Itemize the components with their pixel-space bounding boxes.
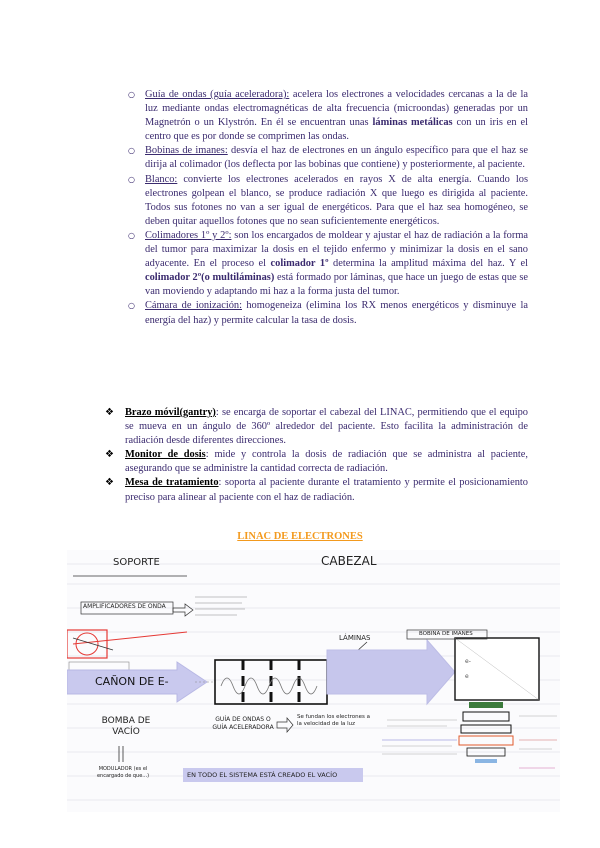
linac-diagram — [67, 550, 560, 812]
list-item — [125, 144, 528, 172]
list-item — [125, 299, 528, 327]
list-item — [125, 229, 528, 299]
item-text: con un iris en el centro que es por donde se comprimen las ondas. — [145, 117, 529, 143]
collimator-bar — [469, 702, 503, 708]
item-text: : mide y controla la dosis de radiación que se administra al paciente, asegurando que se administre la cantidad correcta de radiación. — [125, 449, 528, 475]
component-sublist — [125, 88, 528, 328]
circle-bullet-icon: ○ — [128, 301, 135, 311]
circle-bullet-icon: ○ — [128, 90, 135, 99]
item-bold: colimador 1º — [270, 258, 329, 270]
modulador-label: MODULADOR (es el encargado de que...) — [96, 766, 150, 779]
list-item — [105, 476, 528, 504]
item-label: Monitor de dosis — [125, 449, 206, 461]
bomba-label: BOMBA DE VACÍO — [101, 716, 151, 737]
guia-note: Se fundan los electrones a la velocidad de la luz — [297, 714, 370, 727]
list-item — [125, 173, 528, 229]
item-text: : se encarga de soportar el cabezal del LINAC, permitiendo que el equipo se mueva en un ángulo de 360º alrededor del paciente. Esto facilita la administración de radiación desde diferentes direcciones. — [125, 407, 528, 447]
symbol-text: e — [465, 673, 469, 680]
item-text: acelera los electrones a velocidades cercanas a la de la luz mediante ondas electromagnéticas de alta frecuencia (microondas) generadas por un Magnetrón o un Klystrón. En él se encuentran unas — [145, 89, 528, 129]
item-text: son los encargados de moldear y ajustar el haz de radiación a la forma del tumor para maximizar la dosis en el tejido enfermo y minimizar la dosis en el sano adyacente. En el proceso el — [145, 229, 529, 270]
arrow-icon — [173, 604, 193, 616]
item-bold: láminas metálicas — [372, 117, 453, 129]
soporte-label: SOPORTE — [113, 557, 160, 568]
canon-label: CAÑON DE E- — [95, 675, 169, 688]
cabezal-label: CABEZAL — [321, 554, 377, 568]
symbol-text: e- — [465, 658, 471, 665]
item-label: Mesa de tratamiento — [125, 477, 219, 489]
item-text: está formado por láminas, que hace un juego de estas que se van moviendo y adaptando mi haz a la forma justa del tumor. — [145, 272, 529, 298]
target-bar — [475, 759, 497, 763]
item-text: desvía el haz de electrones en un ángulo específico para que el haz se dirija al colimador (los deflecta por las bobinas que contiene) y posteriormente, al paciente. — [145, 145, 528, 171]
wedge-arrow-icon — [327, 640, 455, 704]
gun-note — [69, 662, 129, 670]
arrow-icon — [277, 718, 293, 732]
component-mainlist — [105, 406, 528, 505]
laminas-label: LÁMINAS — [339, 634, 371, 642]
list-item — [105, 448, 528, 476]
diamond-bullet-icon: ❖ — [105, 449, 114, 461]
item-label: Bobinas de imanes: — [145, 145, 228, 157]
gun-circle-icon — [76, 633, 98, 655]
item-text: : soporta al paciente durante el tratamiento y permite el posicionamiento preciso para alinear al paciente con el haz de radiación. — [125, 477, 528, 503]
vacuum-label: EN TODO EL SISTEMA ESTÁ CREADO EL VACÍO — [187, 771, 338, 779]
item-label: Colimadores 1º y 2º: — [145, 229, 232, 241]
section-heading: LINAC DE ELECTRONES — [237, 531, 363, 542]
collimator-box — [461, 725, 511, 733]
item-label: Cámara de ionización: — [145, 300, 242, 312]
wave-line — [221, 678, 317, 694]
circle-bullet-icon: ○ — [128, 174, 135, 184]
guia-label: GUÍA DE ONDAS O GUÍA ACELERADORA — [212, 716, 274, 731]
item-label: Brazo móvil(gantry) — [125, 407, 216, 418]
bobina-label: BOBINA DE IMANES — [419, 631, 473, 637]
item-label: Blanco: — [145, 173, 178, 185]
list-item — [125, 88, 528, 144]
item-label: Guía de ondas (guía aceleradora): — [145, 89, 290, 100]
diamond-bullet-icon: ❖ — [105, 407, 114, 418]
amplifier-label: AMPLIFICADORES DE ONDA — [83, 603, 166, 610]
circle-bullet-icon: ○ — [128, 230, 135, 240]
chamber-box — [459, 736, 513, 745]
item-bold: colimador 2º(o multiláminas) — [145, 272, 275, 284]
item-text: homogeneiza (elimina los RX menos energéticos y disminuye la energía del haz) y permite calcular la tasa de dosis. — [145, 300, 528, 326]
list-item — [105, 406, 528, 448]
circle-bullet-icon: ○ — [128, 146, 135, 156]
item-text: determina la amplitud máxima del haz. Y el — [328, 258, 528, 270]
item-text: convierte los electrones acelerados en rayos X de alta energía. Cuando los electrones golpean el blanco, se produce radiación X que luego es dirigida al paciente. Todos sus fotones no van a ser igual de energéticos. Para que el haz sea homogéneo, se deben quitar aquellos fotones que no sean suficientemente energéticos. — [145, 173, 528, 227]
diamond-bullet-icon: ❖ — [105, 477, 114, 489]
collimator-box — [463, 712, 509, 721]
